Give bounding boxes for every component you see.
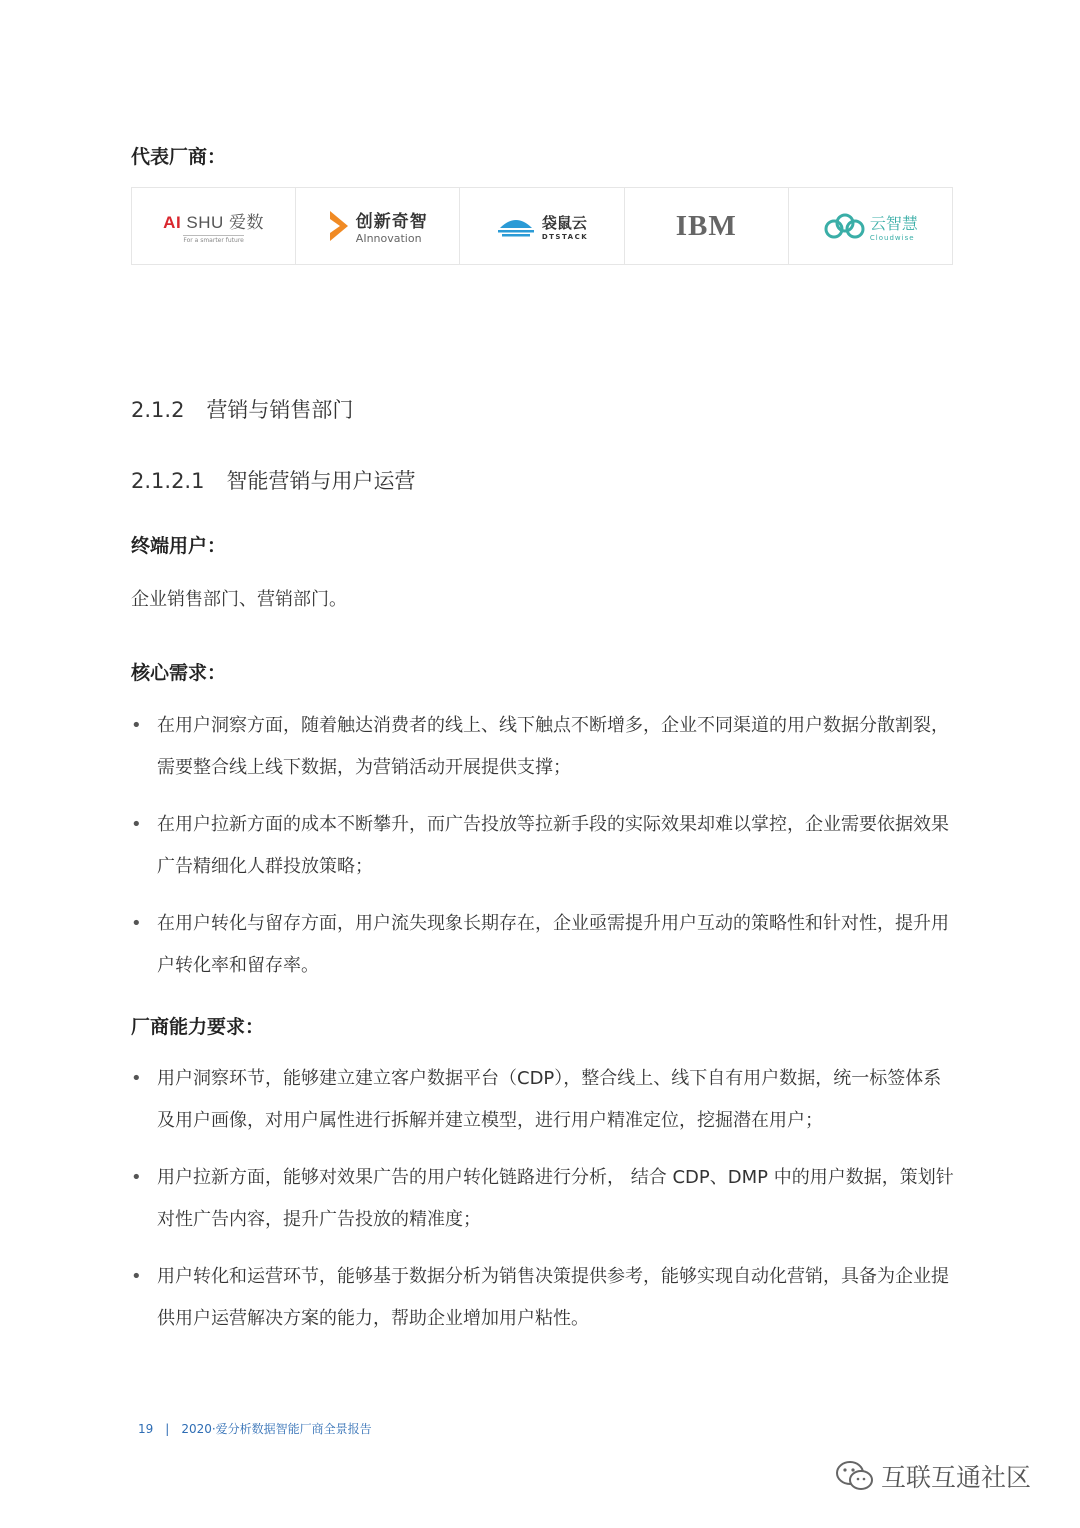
vendor-ainnovation-cell	[296, 188, 460, 264]
ibm-logo: IBM	[675, 209, 737, 242]
vendor-logo-strip	[131, 187, 953, 265]
list-item: • 在用户转化与留存方面，用户流失现象长期存在，企业亟需提升用户互动的策略性和针对性，提升用户转化率和留存率。	[131, 913, 949, 976]
list-item: • 用户洞察环节，能够建立建立客户数据平台（CDP），整合线上、线下自有用户数据，统一标签体系及用户画像，对用户属性进行拆解并建立模型，进行用户精准定位，挖掘潜在用户；	[131, 1068, 942, 1131]
core-needs-label: 核心需求：	[131, 662, 227, 684]
page-footer: 19 | 2020·爱分析数据智能厂商全景报告	[138, 1422, 372, 1436]
vendors-label: 代表厂商：	[131, 146, 227, 168]
vendor-ibm-cell	[625, 188, 789, 264]
cloud-icon	[823, 212, 865, 240]
page-number: 19	[138, 1422, 154, 1436]
end-users-text: 企业销售部门、营销部门。	[131, 589, 347, 610]
ainnovation-mark-icon	[328, 209, 350, 243]
vendor-cloudwise-cell	[789, 188, 952, 264]
section-heading: 2.1.2 营销与销售部门	[131, 398, 354, 422]
list-item: • 在用户洞察方面，随着触达消费者的线上、线下触点不断增多，企业不同渠道的用户数据分散割裂，需要整合线上线下数据，为营销活动开展提供支撑；	[131, 715, 949, 778]
cloudwise-logo: 云智慧 Cloudwise	[823, 211, 918, 242]
dtstack-logo: 袋鼠云 DTSTACK	[496, 212, 588, 241]
vendor-dtstack-cell	[460, 188, 624, 264]
vendor-aishu-cell	[132, 188, 296, 264]
core-needs-list	[131, 705, 957, 1002]
aishu-logo: AI SHU 爱数 For a smarter future	[163, 213, 265, 244]
list-item: • 在用户拉新方面的成本不断攀升，而广告投放等拉新手段的实际效果却难以掌控，企业需要依据效果广告精细化人群投放策略；	[131, 814, 949, 877]
ainnovation-logo: 创新奇智 AInnovation	[328, 207, 428, 245]
list-item: • 用户拉新方面，能够对效果广告的用户转化链路进行分析， 结合 CDP、DMP 中的用户数据，策划针对性广告内容，提升广告投放的精准度；	[131, 1167, 954, 1230]
report-title: 2020·爱分析数据智能厂商全景报告	[181, 1422, 372, 1436]
dtstack-mark-icon	[496, 214, 536, 238]
subsection-heading: 2.1.2.1 智能营销与用户运营	[131, 469, 416, 493]
wechat-icon	[835, 1459, 875, 1493]
vendor-requirements-label: 厂商能力要求：	[131, 1016, 265, 1038]
end-users-label: 终端用户：	[131, 535, 227, 557]
watermark: 互联互通社区	[835, 1458, 1031, 1494]
list-item: • 用户转化和运营环节，能够基于数据分析为销售决策提供参考，能够实现自动化营销，具备为企业提供用户运营解决方案的能力，帮助企业增加用户粘性。	[131, 1266, 949, 1329]
vendor-requirements-list	[131, 1058, 957, 1355]
